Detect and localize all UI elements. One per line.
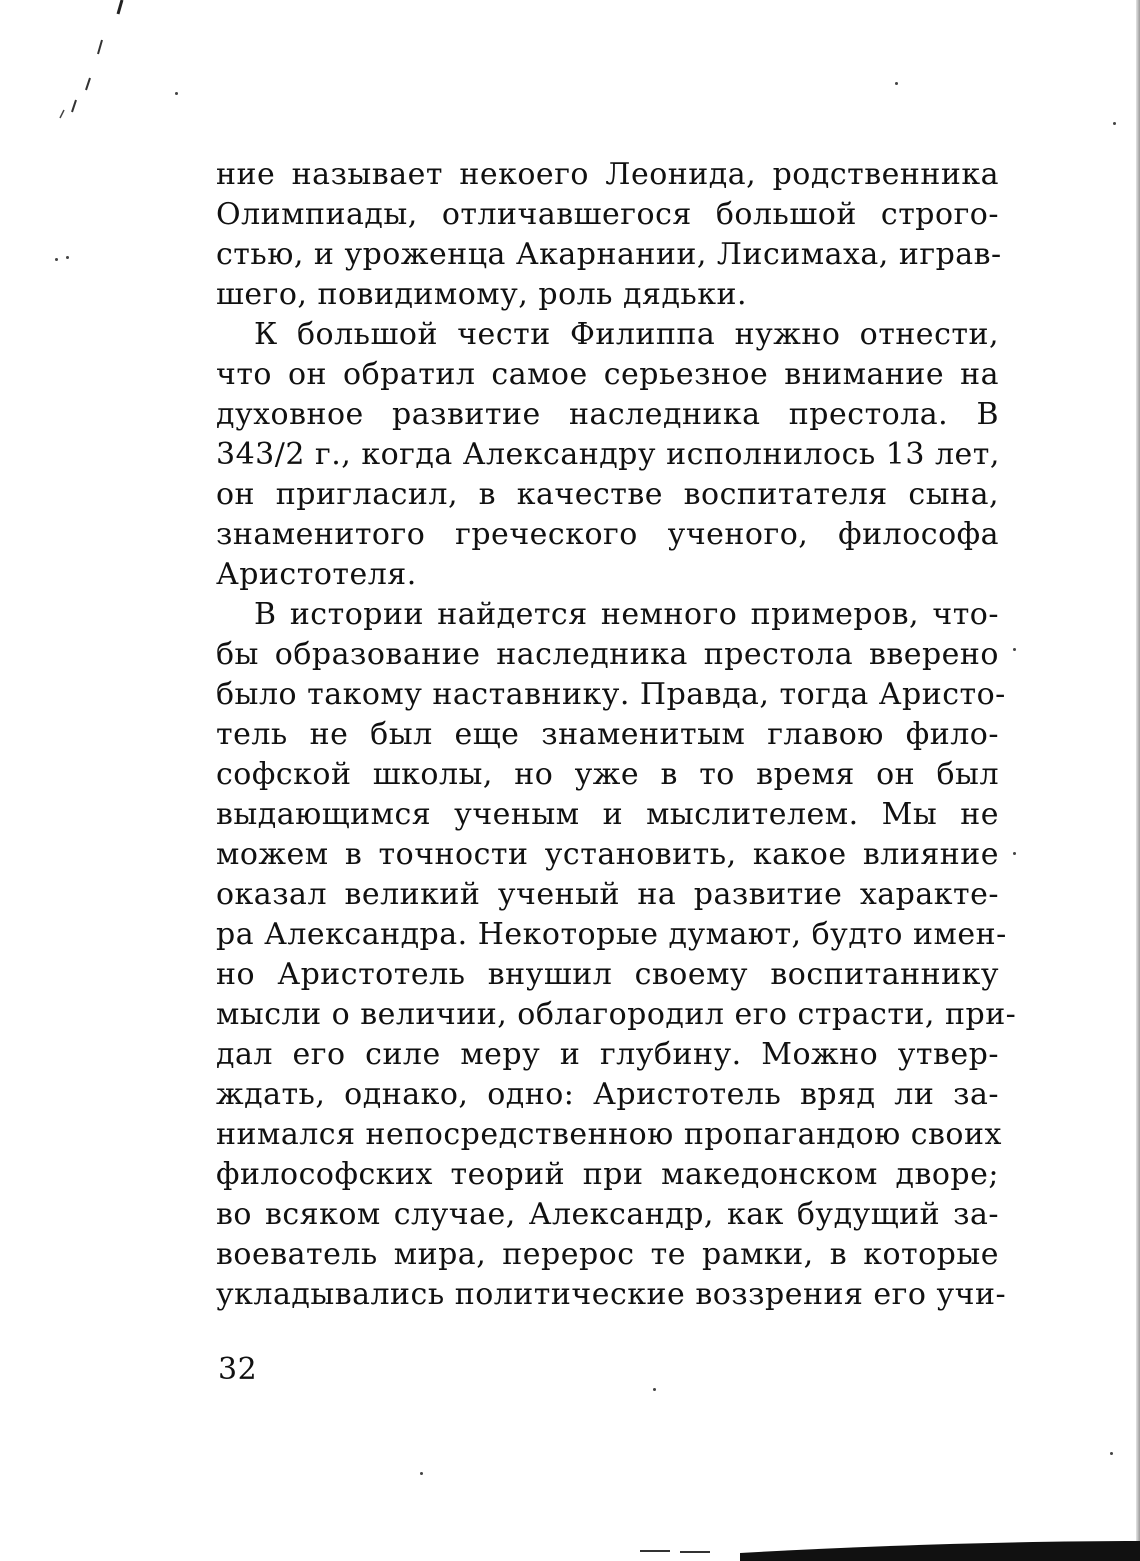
text-line: философских теорий при македонском дворе; <box>216 1157 999 1192</box>
scan-speck <box>420 1472 423 1475</box>
scan-speck <box>653 1388 656 1391</box>
text-line: было такому наставнику. Правда, тогда Аристо- <box>216 677 1006 712</box>
text-line: бы образование наследника престола вверено <box>216 637 999 672</box>
pencil-mark-icon <box>50 0 140 130</box>
text-line: выдающимся ученым и мыслителем. Мы не <box>216 797 999 832</box>
scan-speck <box>895 82 898 85</box>
paragraph <box>216 595 1017 1315</box>
scan-speck <box>1013 852 1016 855</box>
text-line: тель не был еще знаменитым главою фило- <box>216 717 999 752</box>
text-line: он пригласил, в качестве воспитателя сына, <box>216 477 999 512</box>
text-line: оказал великий ученый на развитие характе- <box>216 877 999 912</box>
text-line: во всяком случае, Александр, как будущий за- <box>216 1197 999 1232</box>
scan-speck <box>1110 1452 1113 1455</box>
paragraph <box>216 155 1002 315</box>
text-line: дал его силе меру и глубину. Можно утвер- <box>216 1037 999 1072</box>
text-line: можем в точности установить, какое влияние <box>216 837 999 872</box>
page-number: 32 <box>218 1352 258 1387</box>
scan-speck <box>175 92 178 95</box>
text-line: В истории найдется немного примеров, что- <box>254 597 999 632</box>
text-line: ра Александра. Некоторые думают, будто имен- <box>216 917 1007 952</box>
scan-speck <box>1013 648 1016 651</box>
text-line: Аристотеля. <box>216 557 417 592</box>
scan-speck <box>1113 122 1116 125</box>
text-line: нимался непосредственною пропагандою своих <box>216 1117 1002 1152</box>
text-line: но Аристотель внушил своему воспитаннику <box>216 957 999 992</box>
page-edge-shadow <box>1136 0 1140 1561</box>
text-line: знаменитого греческого ученого, философа <box>216 517 999 552</box>
text-line: ние называет некоего Леонида, родственника <box>216 157 999 192</box>
text-line: Олимпиады, отличавшегося большой строго- <box>216 197 999 232</box>
text-line: что он обратил самое серьезное внимание на <box>216 357 999 392</box>
text-line: ждать, однако, одно: Аристотель вряд ли за- <box>216 1077 999 1112</box>
bottom-edge-shadow <box>630 1521 1140 1561</box>
text-line: К большой чести Филиппа нужно отнести, <box>254 317 999 352</box>
text-line: софской школы, но уже в то время он был <box>216 757 999 792</box>
paragraph <box>216 315 999 595</box>
body-text <box>216 155 1017 1315</box>
text-line: 343/2 г., когда Александру исполнилось 13 лет, <box>216 437 1000 472</box>
scan-speck <box>55 258 58 261</box>
text-line: укладывались политические воззрения его учи- <box>216 1277 1007 1312</box>
scan-speck <box>66 256 69 259</box>
text-line: шего, повидимому, роль дядьки. <box>216 277 748 312</box>
text-line: духовное развитие наследника престола. В <box>216 397 999 432</box>
text-line: мысли о величии, облагородил его страсти, при- <box>216 997 1017 1032</box>
text-line: стью, и уроженца Акарнании, Лисимаха, играв- <box>216 237 1002 272</box>
text-line: воеватель мира, перерос те рамки, в которые <box>216 1237 999 1272</box>
